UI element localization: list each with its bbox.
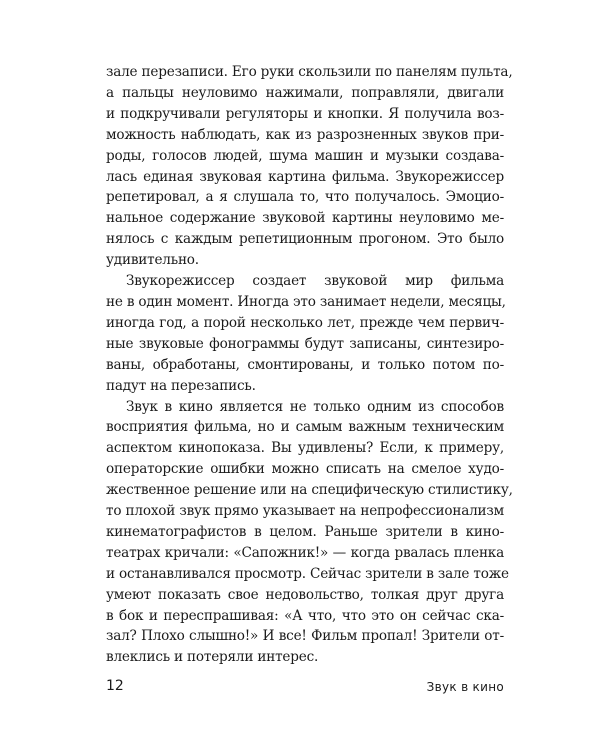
text-line: восприятия фильма, но и самым важным техническим <box>106 419 504 436</box>
paragraph <box>106 397 513 669</box>
text-line: падут на перезапись. <box>106 377 256 394</box>
text-line: зале перезаписи. Его руки скользили по панелям пульта, <box>106 64 513 80</box>
text-line: иногда год, а порой несколько лет, прежде чем первич- <box>106 314 504 331</box>
text-line: репетировал, а я слушала то, что получалось. Эмоцио- <box>106 189 504 206</box>
text-line: можность наблюдать, как из разрозненных звуков при- <box>106 126 504 143</box>
text-line: кинематографистов в целом. Раньше зрители в кино- <box>106 523 504 540</box>
text-line: не в один момент. Иногда это занимает недели, месяцы, <box>106 293 506 310</box>
text-line: нялось с каждым репетиционным прогоном. Это было <box>106 231 504 248</box>
text-line: умеют показать свое недовольство, толкая друг друга <box>106 586 504 603</box>
paragraph <box>106 62 513 271</box>
text-line: жественное решение или на специфическую стилистику, <box>106 482 513 499</box>
body-text <box>106 62 513 668</box>
text-line: влеклись и потеряли интерес. <box>106 649 319 666</box>
text-line: аспектом кинопоказа. Вы удивлены? Если, к примеру, <box>106 440 504 457</box>
text-line: а пальцы неуловимо нажимали, поправляли, двигали <box>106 84 504 101</box>
text-line: Звук в кино является не только одним из способов <box>126 398 504 415</box>
text-line: удивительно. <box>106 252 199 269</box>
paragraph <box>106 271 504 396</box>
page-number: 12 <box>106 678 124 694</box>
page-footer <box>106 676 504 696</box>
text-line: ные звуковые фонограммы будут записаны, синтезиро- <box>106 335 504 352</box>
text-line: ваны, обработаны, смонтированы, и только потом по- <box>106 356 504 373</box>
text-line: и подкручивали регуляторы и кнопки. Я получила воз- <box>106 105 504 122</box>
text-line: лась единая звуковая картина фильма. Звукорежиссер <box>106 168 504 185</box>
text-line: в бок и переспрашивая: «А что, что это он сейчас ска- <box>106 607 504 624</box>
text-line: операторские ошибки можно списать на смелое худо- <box>106 461 504 478</box>
text-line: зал? Плохо слышно!» И все! Фильм пропал! Зрители от- <box>106 628 504 645</box>
running-title: Звук в кино <box>426 680 504 694</box>
text-line: то плохой звук прямо указывает на непрофессионализм <box>106 503 504 520</box>
text-line: Звукорежиссер создает звуковой мир фильма <box>126 273 504 290</box>
text-line: и останавливался просмотр. Сейчас зрители в зале тоже <box>106 565 509 582</box>
text-line: роды, голосов людей, шума машин и музыки создава- <box>106 147 504 164</box>
text-line: театрах кричали: «Сапожник!» — когда рвалась пленка <box>106 544 504 561</box>
text-line: нальное содержание звуковой картины неуловимо ме- <box>106 210 504 227</box>
